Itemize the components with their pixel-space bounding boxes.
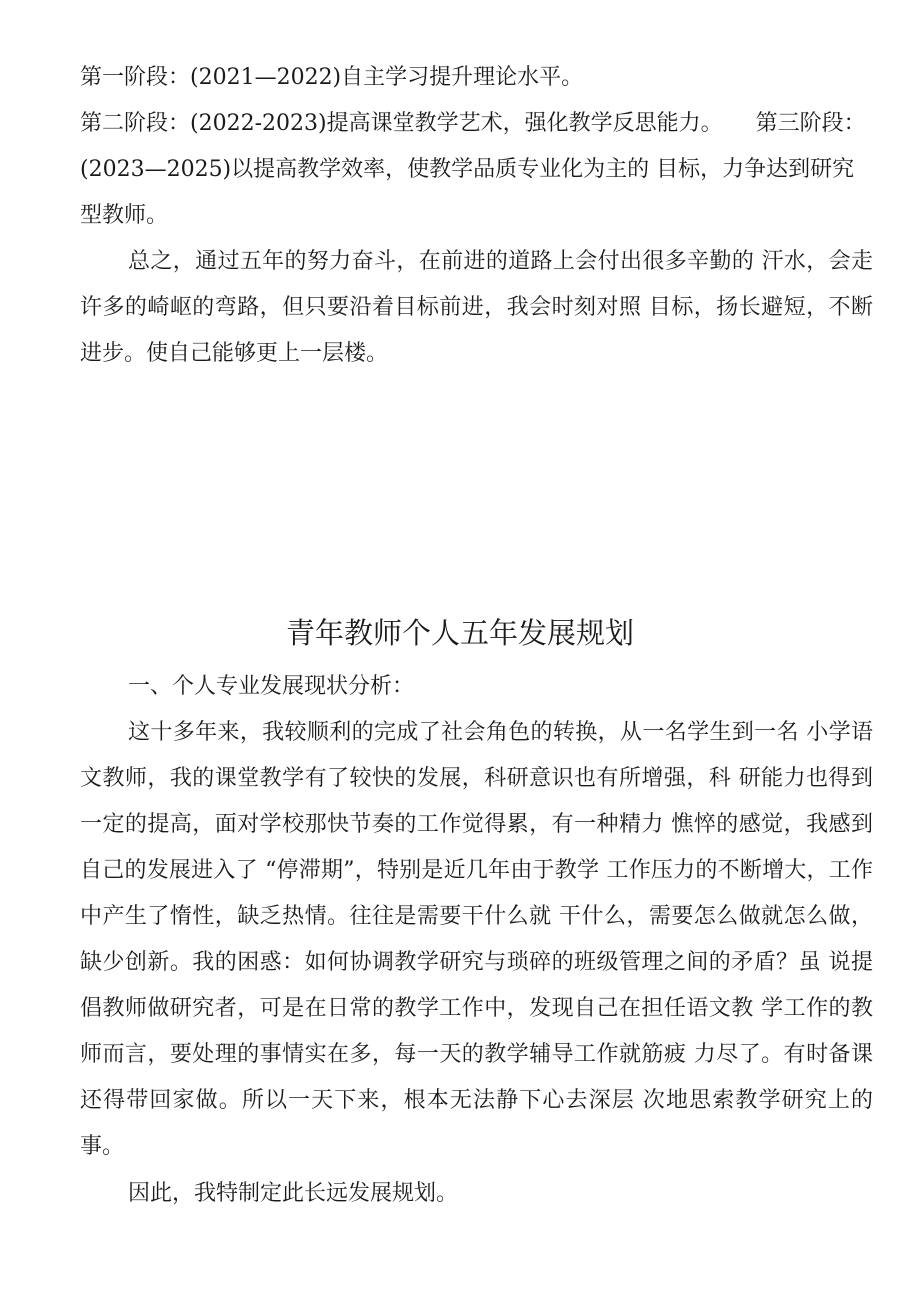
stage-three: 第三阶段：(2023—2025)以提高教学效率，使教学品质专业化为主的 目标，力争达到研究型教师。 (80, 111, 866, 228)
conclusion-paragraph: 总之，通过五年的努力奋斗，在前进的道路上会付出很多辛勤的 汗水，会走许多的崎岖的弯路，但只要沿着目标前进，我会时刻对照 目标，扬长避短，不断进步。使自己能够更上一层楼。 (80, 249, 873, 366)
closing-paragraph: 因此，我特制定此长远发展规划。 (128, 1181, 459, 1206)
stage-one: 第一阶段：(2021—2022)自主学习提升理论水平。 (80, 65, 584, 90)
section-heading: 一、个人专业发展现状分析： (128, 674, 415, 699)
stage-two: 第二阶段：(2022-2023)提高课堂教学艺术，强化教学反思能力。 (80, 111, 712, 136)
section-body-paragraph: 这十多年来，我较顺利的完成了社会角色的转换，从一名学生到一名 小学语文教师，我的课堂教学有了较快的发展，科研意识也有所增强，科 研能力也得到一定的提高，面对学校那快节奏的工作觉得累，有一种精力 憔悴的感觉，我感到自己的发展进入了 “停滞期”，特别是近几年由于教学 工作压力的不断增大，工作中产生了惰性，缺乏热情。往往是需要干什么就 干什么，需要怎么做就怎么做，缺少创新。我的困惑：如何协调教学研究与琐碎的班级管理之间的矛盾？虽 说提倡教师做研究者，可是在日常的教学工作中，发现自己在担任语文教 学工作的教师而言，要处理的事情实在多，每一天的教学辅导工作就筋疲 力尽了。有时备课还得带回家做。所以一天下来，根本无法静下心去深层 次地思索教学研究上的事。 (80, 720, 873, 1159)
page-title: 青年教师个人五年发展规划 (285, 616, 634, 650)
stages-paragraph (80, 55, 873, 239)
